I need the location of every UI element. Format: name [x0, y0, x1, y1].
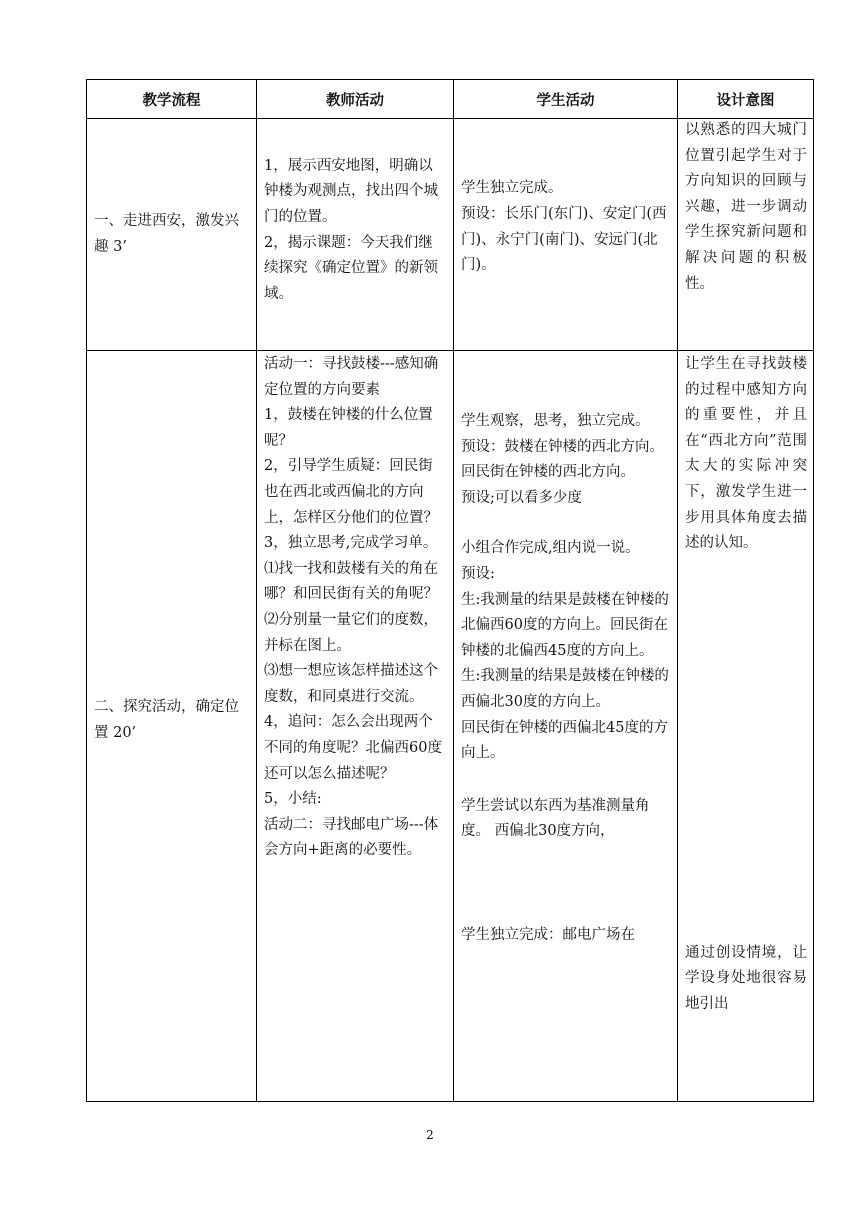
student-cell-attempt: 学生尝试以东西为基准测量角度。 西偏北30度方向， [461, 797, 650, 840]
lesson-plan-table [86, 79, 814, 1102]
header-teacher: 教师活动 [257, 80, 454, 119]
student-cell-observe: 学生观察，思考，独立完成。 预设：鼓楼在钟楼的西北方向。 回民街在钟楼的西北方向。 预设;可以看多少度 [461, 413, 664, 506]
page-number: 2 [426, 1128, 434, 1142]
teacher-cell: 1，展示西安地图，明确以钟楼为观测点，找出四个城门的位置。 2，揭示课题：今天我们继续探究《确定位置》的新领域。 [264, 157, 438, 302]
teacher-cell: 活动一：寻找鼓楼---感知确定位置的方向要素 1，鼓楼在钟楼的什么位置呢？ 2，引导学生质疑：回民街也在西北或西偏北的方向上，怎样区分他们的位置？ 3，独立思考,完成学习单。 ⑴找一找和鼓楼有关的角在哪？和回民街有关的角呢？ ⑵分别量一量它们的度数，并标在图上。 ⑶想一想应该怎样描述这个度数，和同桌进行交流。 4，追问：怎么会出现两个不同的角度呢？北偏西60度还可以怎么描述呢？ 5，小结: 活动二：寻找邮电广场---体会方向+距离的必要性。 [264, 356, 442, 859]
header-row [87, 80, 814, 119]
header-flow: 教学流程 [87, 80, 257, 119]
intent-cell: 以熟悉的四大城门位置引起学生对于方向知识的回顾与兴趣，进一步调动学生探究新问题和解决问题的积极性。 [685, 122, 807, 292]
header-intent: 设计意图 [678, 80, 814, 119]
intent-cell-b: 通过创设情境，让学设身处地很容易地引出 [685, 944, 807, 1012]
student-cell-independent: 学生独立完成：邮电广场在 [461, 926, 635, 943]
flow-cell: 二、探究活动，确定位置 20’ [94, 699, 239, 741]
student-cell-group: 小组合作完成,组内说一说。 预设: 生:我测量的结果是鼓楼在钟楼的北偏西60度的方向上。回民街在钟楼的北偏西45度的方向上。 生:我测量的结果是鼓楼在钟楼的西偏北30度的方向上。 回民街在钟楼的西偏北45度的方向上。 [461, 540, 669, 762]
intent-cell-a: 让学生在寻找鼓楼的过程中感知方向的重要性，并且在“西北方向”范围太大的实际冲突下，激发学生进一步用具体角度去描述的认知。 [685, 356, 807, 552]
header-student: 学生活动 [454, 80, 678, 119]
student-cell: 学生独立完成。 预设：长乐门(东门)、安定门(西门)、永宁门(南门)、安远门(北门)。 [461, 180, 667, 274]
table-row [87, 119, 814, 351]
flow-cell: 一、走进西安，激发兴趣 3’ [94, 212, 239, 255]
table-row [87, 351, 814, 1102]
